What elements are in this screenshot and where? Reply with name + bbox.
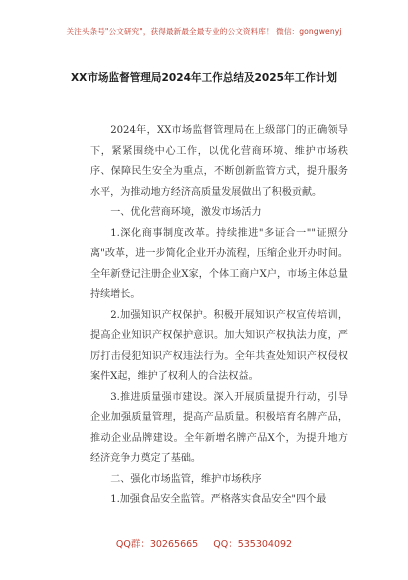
document-title: XX市场监督管理局2024年工作总结及2025年工作计划 [71,72,337,84]
paragraph-intro: 2024年，XX市场监督管理局在上级部门的正确领导下，紧紧围绕中心工作，以优化营商环境、维护市场秩序、保障民生安全为重点，不断创新监管方式，提升服务水平，为推动地方经济高质量发展做出了积极贡献。 [90,125,348,198]
footer-qq-group: QQ群：30265665 [115,539,199,550]
paragraph-item-1-2: 2.加强知识产权保护。积极开展知识产权宣传培训，提高企业知识产权保护意识。加大知识产权执法力度，严厉打击侵犯知识产权违法行为。全年共查处知识产权侵权案件X起，维护了权利人的合法权益。 [90,309,348,382]
paragraph-item-2-1: 1.加强食品安全监管。严格落实食品安全"四个最 [110,494,327,505]
header-note: 关注头条号"公文研究"，获得最新最全最专业的公文资料库！ 微信：gongwenyj [66,27,342,36]
paragraph-item-1-1: 1.深化商事制度改革。持续推进"多证合一""证照分离"改革，进一步简化企业开办流程，压缩企业开办时间。全年新登记注册企业X家，个体工商户X户，市场主体总量持续增长。 [90,227,348,300]
footer-qq: QQ：535304092 [213,539,293,550]
document-body [90,121,348,511]
footer-contact [0,536,408,550]
paragraph-item-1-3: 3.推进质量强市建设。深入开展质量提升行动，引导企业加强质量管理，提高产品质量。积极培育名牌产品，推动企业品牌建设。全年新增名牌产品X个，为提升地方经济竞争力奠定了基础。 [90,391,348,464]
section-heading-1: 一、优化营商环境，激发市场活力 [110,207,262,218]
section-heading-2: 二、强化市场监管，维护市场秩序 [110,473,262,485]
